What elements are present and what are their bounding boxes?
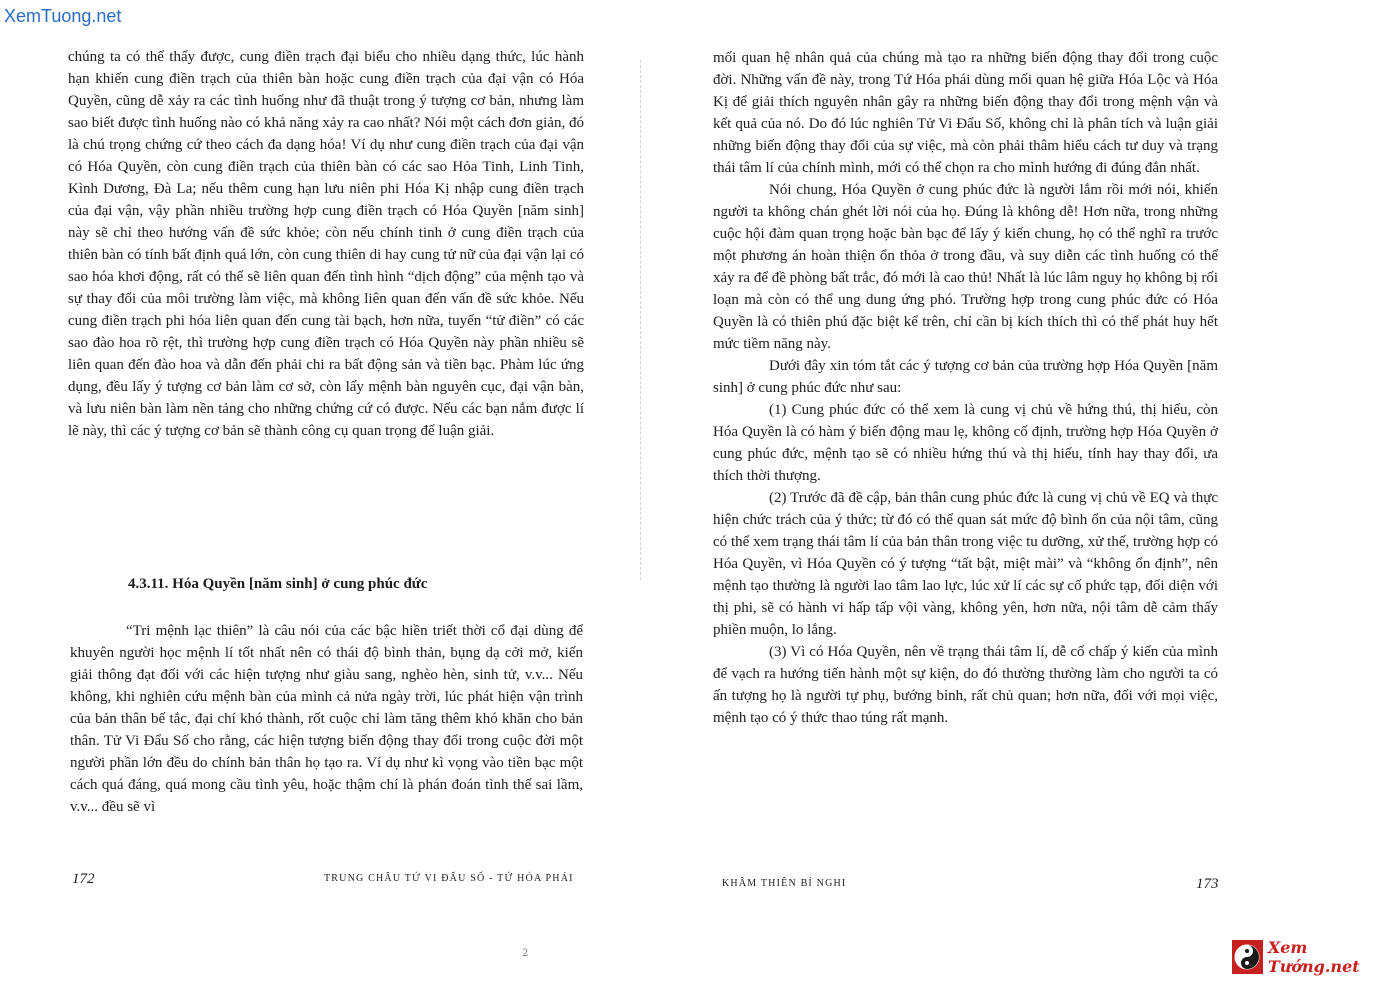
left-bottom-text <box>70 620 583 818</box>
scan-mark: 2 <box>522 948 529 959</box>
left-running-title: TRUNG CHÂU TỨ VI ĐẨU SỐ - TỨ HÓA PHÁI <box>324 873 574 884</box>
left-paragraph-2: “Tri mệnh lạc thiên” là câu nói của các bậc hiền triết thời cổ đại dùng để khuyên người học mệnh lí tốt nhất nên có thái độ bình thản, bụng dạ cởi mở, kiến giải thông đạt đối với các hiện tượng như giàu sang, nghèo hèn, sinh tử, v.v... Nếu không, khi nghiên cứu mệnh bàn của mình cả nửa ngày trời, lúc phát hiện vận trình của bản thân bế tắc, đại chí khó thành, rốt cuộc chỉ làm tăng thêm khó khăn cho bản thân. Tử Vi Đẩu Số cho rằng, các hiện tượng biến động thay đổi trong cuộc đời một người phần lớn đều do chính bản thân họ tạo ra. Ví dụ như kì vọng vào tiền bạc một cách quá đáng, quá mong cầu tình yêu, hoặc thậm chí là phán đoán tình thế sai lầm, v.v... đều sẽ vì <box>70 623 583 815</box>
right-paragraph-3: Dưới đây xin tóm tắt các ý tượng cơ bản của trường hợp Hóa Quyền [năm sinh] ở cung phúc đức như sau: <box>713 358 1218 396</box>
left-paragraph-1: chúng ta có thể thấy được, cung điền trạch đại biểu cho nhiều dạng thức, lúc hành hạn khiến cung điền trạch của thiên bàn hoặc cung điền trạch của đại vận có Hóa Quyền, cũng dễ xảy ra các tình huống như đã thuật trong ý tượng cơ bản, nhưng làm sao biết được tình huống nào có khả năng xảy ra cao nhất? Nói một cách đơn giản, đó là chú trọng chứng cứ theo cách đa dạng hóa! Ví dụ như cung điền trạch của đại vận có Hóa Quyền, còn cung điền trạch của thiên bàn có các sao Hỏa Tinh, Linh Tinh, Kình Dương, Đà La; nếu thêm cung hạn lưu niên phi Hóa Kị nhập cung điền trạch của đại vận, vậy phần nhiều trường hợp cung điền trạch có Hóa Quyền [năm sinh] này sẽ chỉ theo hướng vấn đề sức khỏe; còn nếu chính tinh ở cung điền trạch của thiên bàn có tính bất định quá lớn, còn cung thiên di hay cung tử nữ của đại vận lại có sao hóa khơi động, rất có thể sẽ liên quan đến tình hình “dịch động” của mệnh tạo và sự thay đổi của môi trường làm việc, mà không liên quan đến vấn đề sức khỏe. Nếu cung điền trạch phi hóa liên quan đến cung tài bạch, hơn nữa, tuyến “tử điền” có các sao đào hoa rõ rệt, thì trường hợp cung điền trạch có Hóa Quyền này phần nhiều sẽ liên quan đến đào hoa và dẫn đến phải chi ra bất động sản và tiền bạc. Phàm lúc ứng dụng, đều lấy ý tượng cơ bản làm cơ sở, còn lấy mệnh bàn nguyên cục, đại vận bàn, và lưu niên bàn làm nền tảng cho những chứng cứ có được. Nếu các bạn nắm được lí lẽ này, thì các ý tượng cơ bản sẽ thành công cụ quan trọng để luận giải. <box>68 49 584 439</box>
right-running-title: KHÂM THIÊN BÍ NGHI <box>722 878 847 889</box>
right-page-number: 173 <box>1196 876 1219 892</box>
right-paragraph-1: mối quan hệ nhân quả của chúng mà tạo ra những biến động thay đổi trong cuộc đời. Những vấn đề này, trong Tứ Hóa phái dùng mối quan hệ giữa Hóa Lộc và Hóa Kị để giải thích nguyên nhân gây ra những biến động thay đổi trong mệnh vận và kết quả của nó. Do đó lúc nghiên Tử Vi Đẩu Số, không chỉ là phân tích và luận giải những biến động thay đổi của sự việc, mà còn phải thâm hiểu cách tư duy và trạng thái tâm lí của chính mình, mới có thể chọn ra cho mình hướng đi đúng đắn nhất. <box>713 50 1218 176</box>
site-tag-link[interactable]: XemTuong.net <box>4 6 122 26</box>
right-paragraph-2: Nói chung, Hóa Quyền ở cung phúc đức là người lắm rồi mới nói, khiến người ta không chán ghét lời nói của họ. Đúng là không dễ! Hơn nữa, trong những cuộc hội đàm quan trọng hoặc bàn bạc để lấy ý kiến chung, họ có thể nghĩ ra trước một phương án hoàn thiện ổn thỏa ở trong đầu, và suy diễn các tình huống có thể xảy ra để đề phòng bất trắc, đó mới là cao thủ! Nhất là lúc lâm nguy họ không bị rối loạn mà còn có thể ung dung ứng phó. Trường hợp trong cung phúc đức có Hóa Quyền là có thiên phú đặc biệt kể trên, chỉ cần bị kích thích thì có thể phát huy hết mức tiềm năng này. <box>713 182 1218 352</box>
right-page <box>660 0 1392 983</box>
section-heading: 4.3.11. Hóa Quyền [năm sinh] ở cung phúc đức <box>128 576 428 592</box>
brand-name: Xem Tướng.net <box>1267 938 1360 976</box>
right-paragraph-5: (2) Trước đã đề cập, bản thân cung phúc đức là cung vị chủ về EQ và thực hiện chức trách của ý thức; từ đó có thể quan sát mức độ bình ổn của nội tâm, cũng có thể xem trạng thái tâm lí của bản thân trong việc tu dưỡng, xử thế, trường hợp có Hóa Quyền, vì Hóa Quyền có ý tượng “tất bật, miệt mài” và “không ổn định”, nên mệnh tạo thường là người lao tâm lao lực, lúc xử lí các sự cố phức tạp, đối diện với thị phi, sẽ có hành vi hấp tấp vội vàng, không yên, hơn nữa, nội tâm dễ cảm thấy phiền muộn, lo lắng. <box>713 490 1218 638</box>
right-paragraph-4: (1) Cung phúc đức có thể xem là cung vị chủ về hứng thú, thị hiếu, còn Hóa Quyền là có hàm ý biến động mau lẹ, không cố định, trường hợp Hóa Quyền ở cung phúc đức, mệnh tạo sẽ có nhiều hứng thú và thị hiếu, tính hay thay đổi, ưa thích thời thượng. <box>713 402 1218 484</box>
right-text <box>713 47 1218 729</box>
left-page-number: 172 <box>72 871 95 887</box>
brand-logo[interactable] <box>1232 938 1392 976</box>
left-top-text <box>68 46 584 442</box>
left-page <box>0 0 650 983</box>
right-paragraph-6: (3) Vì có Hóa Quyền, nên về trạng thái tâm lí, dễ cố chấp ý kiến của mình để vạch ra hướng tiến hành một sự kiện, do đó thường thường làm cho người ta có ấn tượng họ là người tự phụ, bướng bỉnh, rất chủ quan; hơn nữa, đối với mọi việc, mệnh tạo có ý thức thao túng rất mạnh. <box>713 644 1218 726</box>
yin-yang-icon <box>1232 940 1263 974</box>
